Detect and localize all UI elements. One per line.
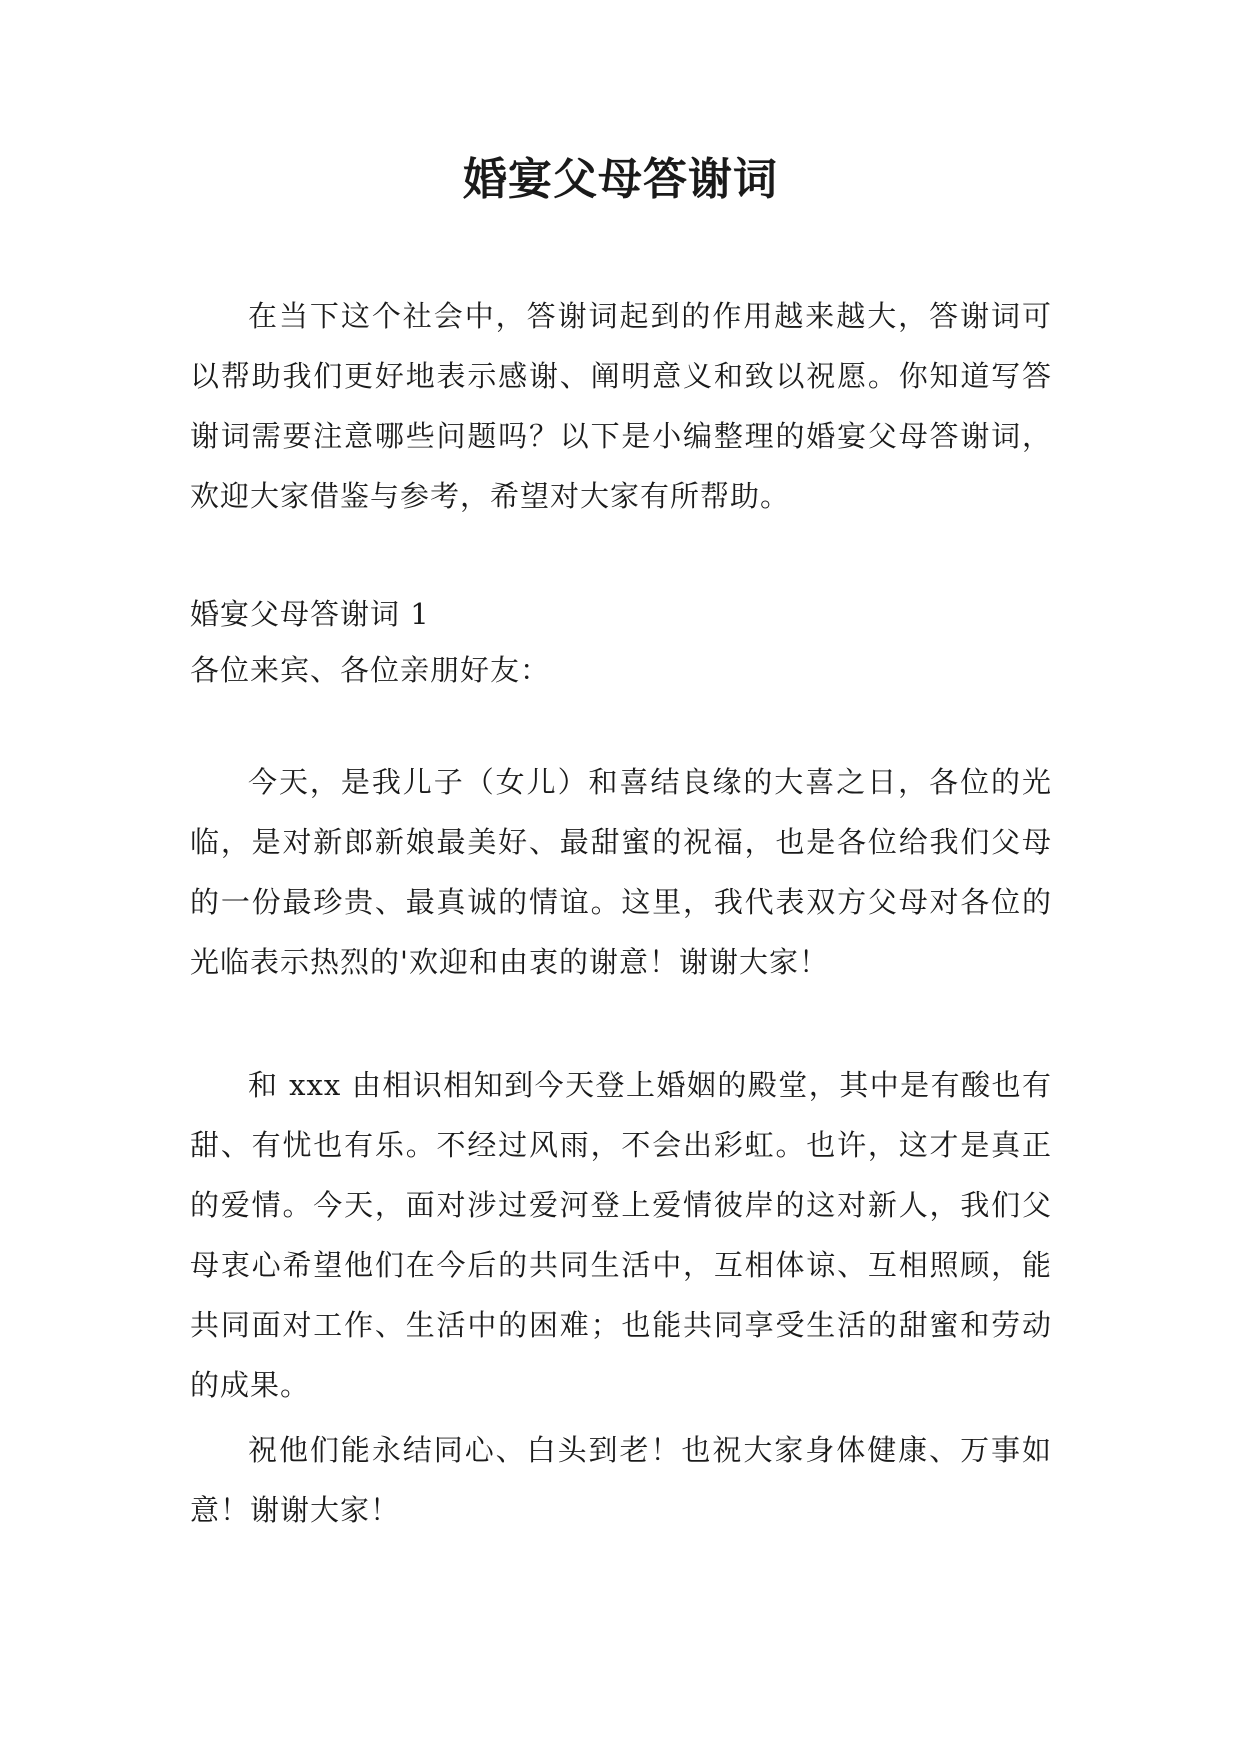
greeting-line: 各位来宾、各位亲朋好友： [190, 653, 551, 687]
body-paragraph-3: 祝他们能永结同心、白头到老！也祝大家身体健康、万事如意！谢谢大家！ [190, 1433, 1052, 1527]
body-paragraph-1: 今天，是我儿子（女儿）和喜结良缘的大喜之日，各位的光临，是对新郎新娘最美好、最甜蜜的祝福，也是各位给我们父母的一份最珍贵、最真诚的情谊。这里，我代表双方父母对各位的光临表示热烈的'欢迎和由衷的谢意！谢谢大家！ [190, 765, 1052, 979]
body-paragraph-2: 和 xxx 由相识相知到今天登上婚姻的殿堂，其中是有酸也有甜、有忧也有乐。不经过风雨，不会出彩虹。也许，这才是真正的爱情。今天，面对涉过爱河登上爱情彼岸的这对新人，我们父母衷心希望他们在今后的共同生活中，互相体谅、互相照顾，能共同面对工作、生活中的困难；也能共同享受生活的甜蜜和劳动的成果。 [190, 1068, 1052, 1402]
page-title: 婚宴父母答谢词 [463, 154, 778, 205]
intro-paragraph: 在当下这个社会中，答谢词起到的作用越来越大，答谢词可以帮助我们更好地表示感谢、阐明意义和致以祝愿。你知道写答谢词需要注意哪些问题吗？以下是小编整理的婚宴父母答谢词，欢迎大家借鉴与参考，希望对大家有所帮助。 [190, 299, 1052, 513]
section-heading: 婚宴父母答谢词 1 [190, 597, 430, 631]
